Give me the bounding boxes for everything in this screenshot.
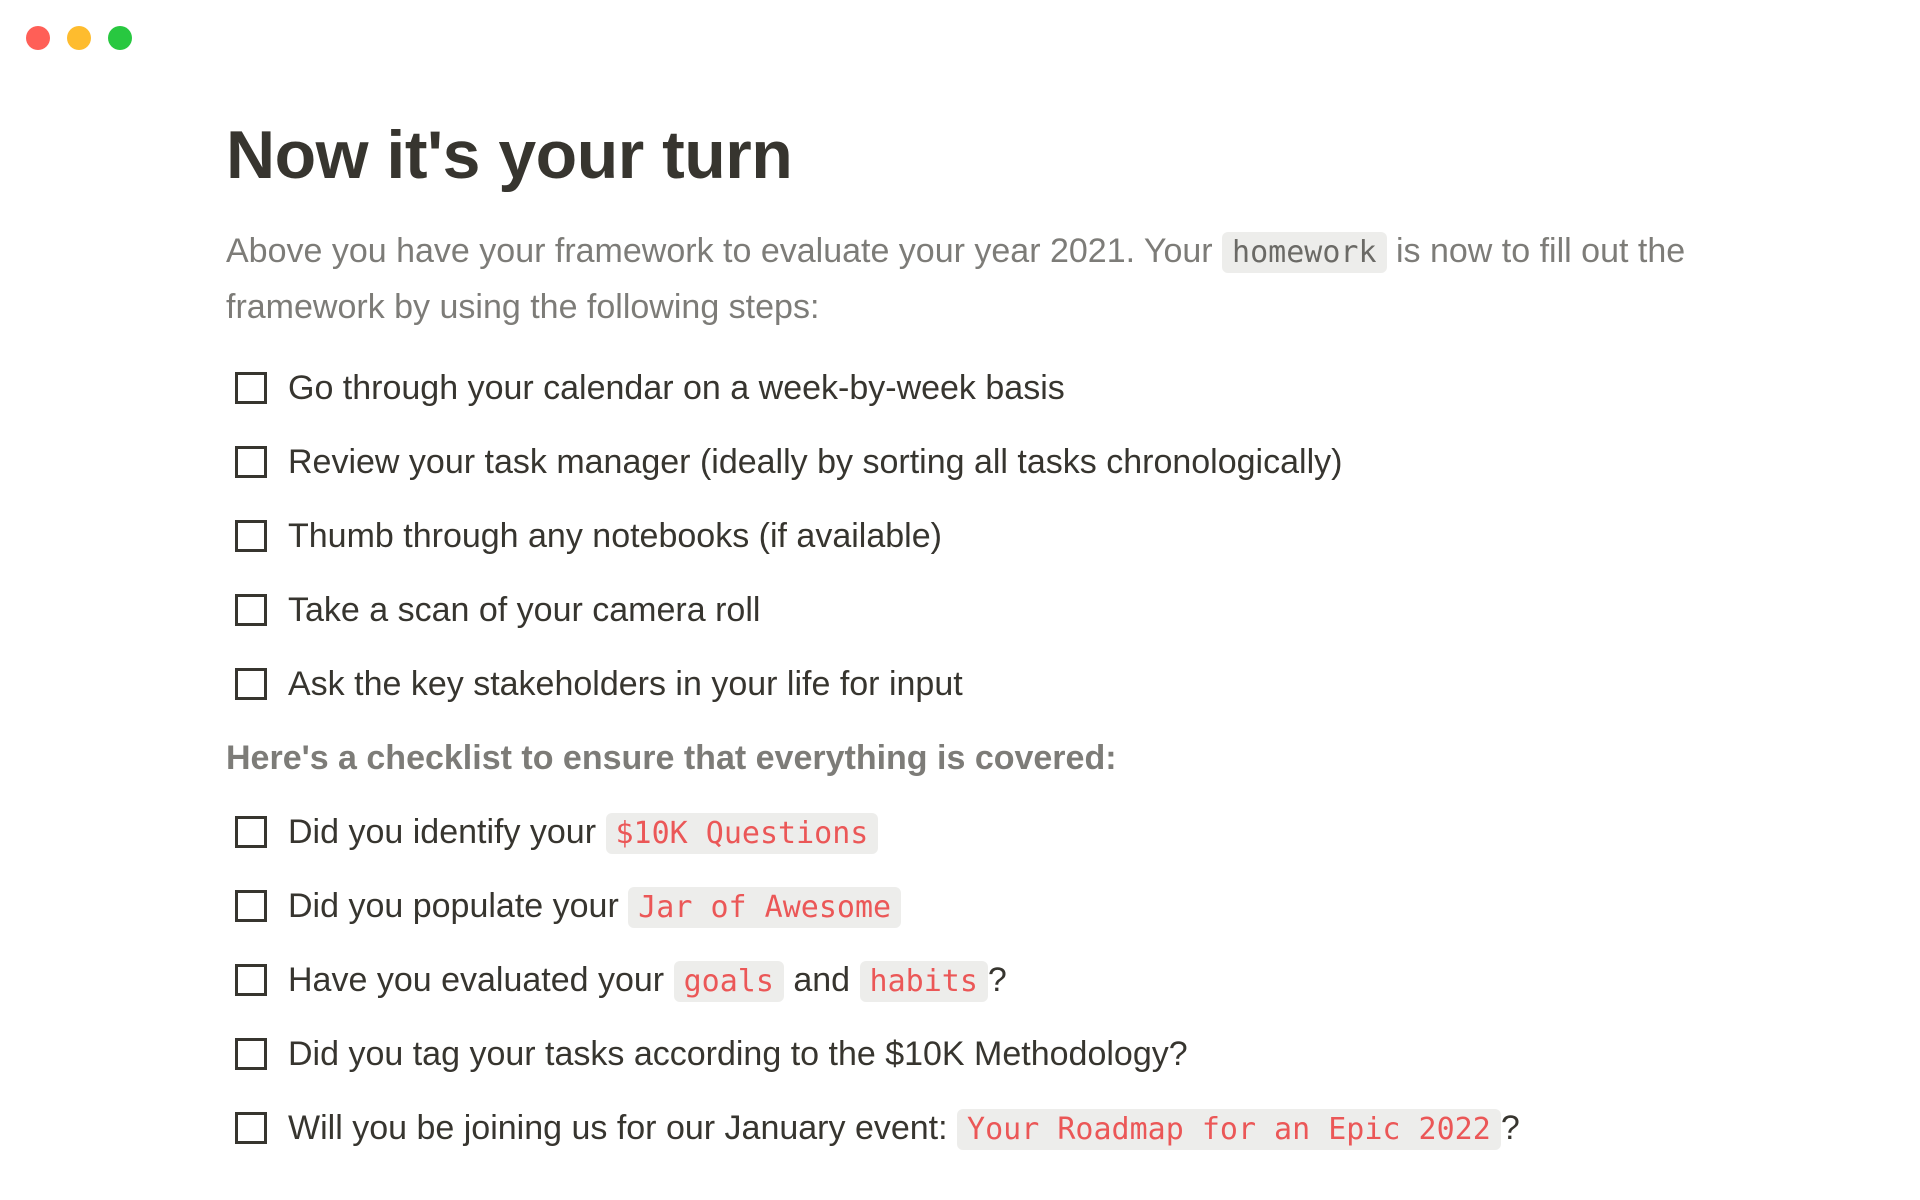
- homework-inline-code: homework: [1222, 232, 1387, 273]
- maximize-window-button[interactable]: [108, 26, 132, 50]
- todo-item: [226, 573, 1726, 647]
- todo-text-part: Did you populate your: [288, 886, 629, 925]
- intro-text-start: Above you have your framework to evaluate your year 2021. Your: [226, 232, 1223, 270]
- steps-todo-list: [226, 351, 1726, 721]
- checklist-todo-list: [226, 795, 1726, 1165]
- todo-text: Take a scan of your camera roll: [288, 590, 761, 629]
- todo-text-part: and: [783, 960, 860, 999]
- todo-checkbox[interactable]: [235, 446, 267, 478]
- todo-text: [288, 813, 878, 852]
- todo-text: [288, 1109, 1520, 1148]
- goals-inline-code: goals: [674, 961, 784, 1002]
- intro-text-end: is now to fill out the framework by using the following steps:: [226, 232, 1686, 326]
- roadmap-event-inline-code: Your Roadmap for an Epic 2022: [957, 1109, 1501, 1150]
- todo-checkbox[interactable]: [235, 594, 267, 626]
- todo-item: [226, 425, 1726, 499]
- todo-item: [226, 1091, 1726, 1165]
- todo-checkbox[interactable]: [235, 964, 267, 996]
- todo-checkbox[interactable]: [235, 890, 267, 922]
- todo-item: [226, 869, 1726, 943]
- checklist-heading: Here's a checklist to ensure that everything is covered:: [226, 739, 1117, 777]
- intro-paragraph: [226, 224, 1706, 335]
- page-content: [226, 110, 1726, 1165]
- todo-text-part: Have you evaluated your: [288, 960, 674, 999]
- todo-text-part: Will you be joining us for our January event:: [288, 1108, 958, 1147]
- todo-item: [226, 647, 1726, 721]
- todo-item: [226, 795, 1726, 869]
- page-title: Now it's your turn: [226, 117, 793, 193]
- todo-item: [226, 499, 1726, 573]
- todo-item: [226, 943, 1726, 1017]
- minimize-window-button[interactable]: [67, 26, 91, 50]
- todo-item: [226, 351, 1726, 425]
- 10k-questions-inline-code: $10K Questions: [606, 813, 879, 854]
- todo-text: Review your task manager (ideally by sorting all tasks chronologically): [288, 442, 1343, 481]
- todo-checkbox[interactable]: [235, 668, 267, 700]
- todo-checkbox[interactable]: [235, 1038, 267, 1070]
- todo-text-part: ?: [1500, 1108, 1520, 1147]
- todo-text-part: ?: [987, 960, 1007, 999]
- todo-checkbox[interactable]: [235, 1112, 267, 1144]
- todo-text: [288, 887, 901, 926]
- todo-checkbox[interactable]: [235, 372, 267, 404]
- todo-checkbox[interactable]: [235, 520, 267, 552]
- close-window-button[interactable]: [26, 26, 50, 50]
- todo-text: Did you tag your tasks according to the $10K Methodology?: [288, 1034, 1188, 1073]
- todo-text: Go through your calendar on a week-by-week basis: [288, 368, 1065, 407]
- window-controls: [26, 26, 132, 50]
- todo-item: [226, 1017, 1726, 1091]
- habits-inline-code: habits: [860, 961, 988, 1002]
- todo-text: Ask the key stakeholders in your life for input: [288, 664, 963, 703]
- todo-text: [288, 961, 1007, 1000]
- todo-text-part: Did you identify your: [288, 812, 606, 851]
- jar-of-awesome-inline-code: Jar of Awesome: [628, 887, 901, 928]
- todo-checkbox[interactable]: [235, 816, 267, 848]
- todo-text: Thumb through any notebooks (if available): [288, 516, 942, 555]
